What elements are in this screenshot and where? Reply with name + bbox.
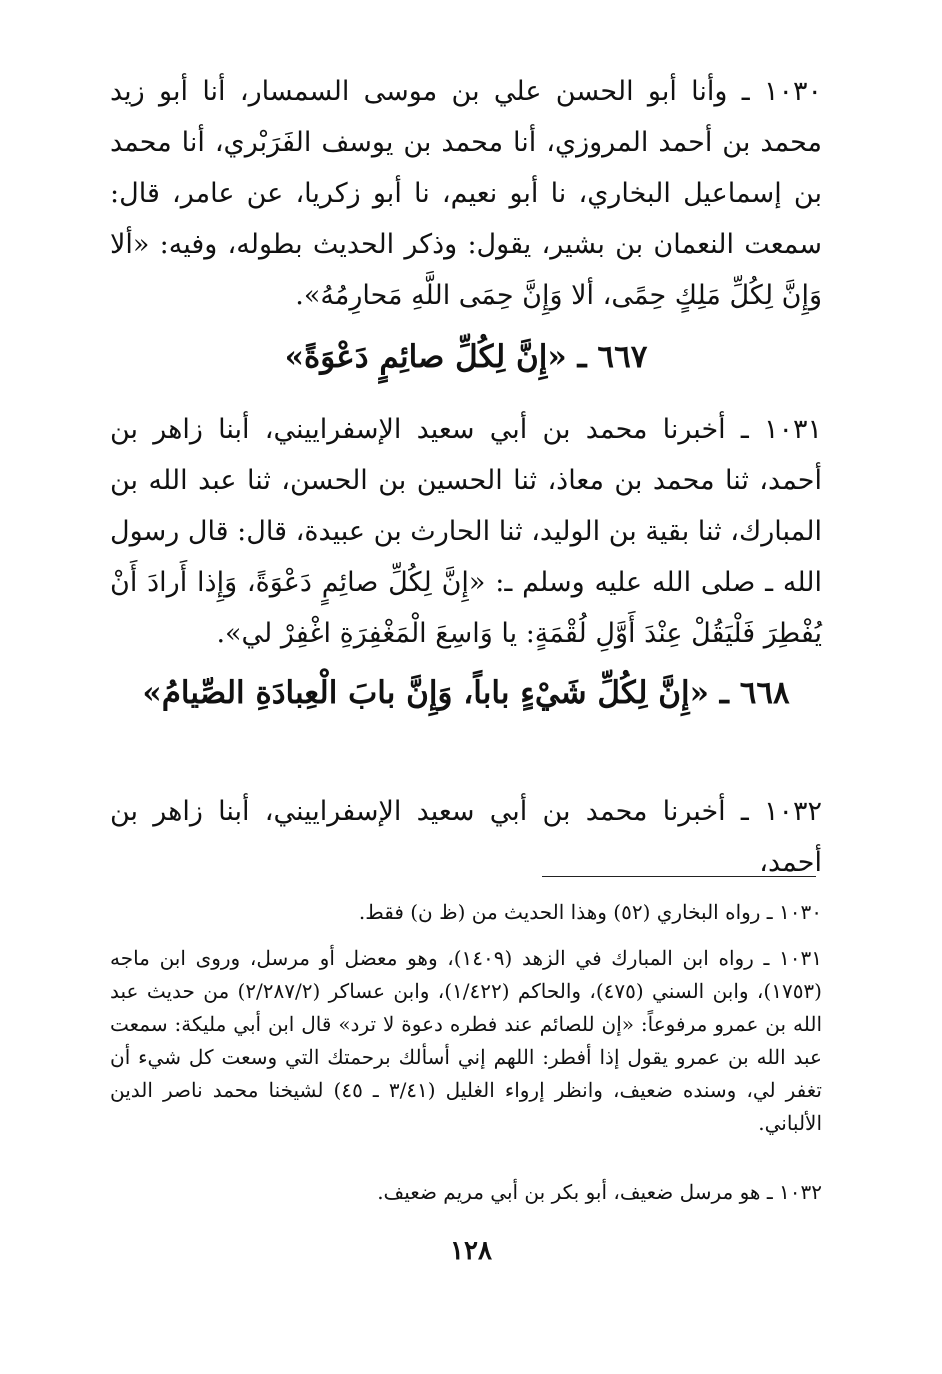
hadith-1031 bbox=[110, 404, 822, 659]
footnote-1031-text: ١٠٣١ ـ رواه ابن المبارك في الزهد (١٤٠٩)، وهو معضل أو مرسل، وروى ابن ماجه (١٧٥٣)، وابن السني (٤٧٥)، والحاكم (١/٤٢٢)، وابن عساكر (٢/٢٨٧/٢) من حديث عبد الله بن عمرو مرفوعاً: «إن للصائم عند فطره دعوة لا ترد» قال ابن أبي مليكة: سمعت عبد الله بن عمرو يقول إذا أفطر: اللهم إني أسألك برحمتك التي وسعت كل شيء أن تغفر لي، وسنده ضعيف، وانظر إرواء الغليل (٣/٤١ ـ ٤٥) لشيخنا محمد ناصر الدين الألباني. bbox=[110, 946, 823, 1135]
footnote-1030 bbox=[110, 896, 822, 929]
hadith-1032 bbox=[110, 786, 822, 888]
page-number: ١٢٨ bbox=[450, 1236, 492, 1266]
hadith-1030-text: ١٠٣٠ ـ وأنا أبو الحسن علي بن موسى السمسار، أنا أبو زيد محمد بن أحمد المروزي، أنا محمد بن يوسف الفَرَبْري، أنا محمد بن إسماعيل البخاري، نا أبو نعيم، نا أبو زكريا، عن عامر، قال: سمعت النعمان بن بشير، يقول: وذكر الحديث بطوله، وفيه: «ألا وَإِنَّ لِكُلِّ مَلِكٍ حِمًى، ألا وَإِنَّ حِمَى اللَّهِ مَحارِمُهُ». bbox=[110, 76, 822, 311]
hadith-1032-text: ١٠٣٢ ـ أخبرنا محمد بن أبي سعيد الإسفراييني، أبنا زاهر بن أحمد، bbox=[110, 796, 822, 878]
hadith-1031-text: ١٠٣١ ـ أخبرنا محمد بن أبي سعيد الإسفراييني، أبنا زاهر بن أحمد، ثنا محمد بن معاذ، ثنا الحسين بن الحسن، ثنا عبد الله بن المبارك، ثنا بقية بن الوليد، ثنا الحارث بن عبيدة، قال: قال رسول الله ـ صلى الله عليه وسلم ـ: «إِنَّ لِكُلِّ صائِمٍ دَعْوَةً، وَإِذا أَرادَ أَنْ يُفْطِرَ فَلْيَقُلْ عِنْدَ أَوَّلِ لُقْمَةٍ: يا وَاسِعَ الْمَغْفِرَةِ اغْفِرْ لي». bbox=[110, 414, 822, 649]
chapter-heading-668: ٦٦٨ ـ «إِنَّ لِكُلِّ شَيْءٍ باباً، وَإِنَّ بابَ الْعِبادَةِ الصِّيامُ» bbox=[142, 675, 790, 711]
footnote-1030-text: ١٠٣٠ ـ رواه البخاري (٥٢) وهذا الحديث من (ظ ن) فقط. bbox=[358, 900, 822, 924]
hadith-1030 bbox=[110, 66, 822, 321]
footnote-1032-text: ١٠٣٢ ـ هو مرسل ضعيف، أبو بكر بن أبي مريم ضعيف. bbox=[377, 1180, 822, 1204]
footnote-1031 bbox=[110, 942, 822, 1140]
footnote-separator bbox=[542, 876, 816, 877]
footnote-1032 bbox=[110, 1176, 822, 1209]
chapter-heading-667: ٦٦٧ ـ «إِنَّ لِكُلِّ صائِمٍ دَعْوَةً» bbox=[284, 339, 648, 375]
